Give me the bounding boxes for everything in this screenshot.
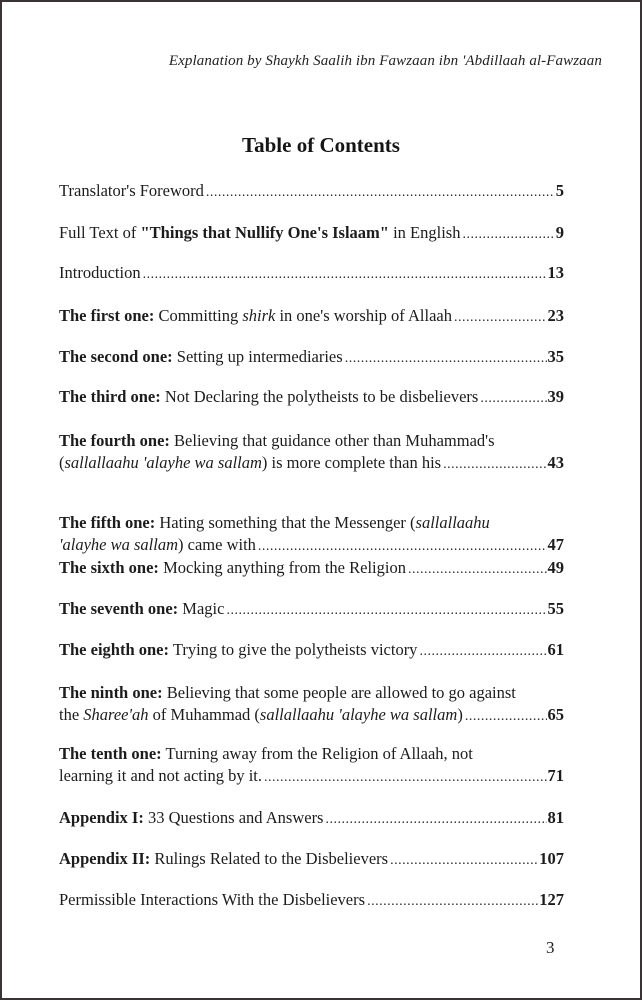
toc-entry-introduction[interactable] (59, 262, 564, 286)
dot-leader (143, 264, 547, 286)
entry-title (59, 222, 460, 244)
entry-title-suffix: ) is more complete than his (261, 453, 442, 472)
entry-title-line-1 (59, 682, 516, 704)
page-title: Table of Contents (242, 133, 400, 157)
entry-label: The ninth one: (59, 683, 163, 702)
toc-entry-second-one[interactable] (59, 346, 564, 370)
entry-title-line-2 (59, 534, 256, 556)
page-number: 47 (547, 535, 564, 554)
entry-label: Appendix I: (59, 808, 144, 827)
entry-title-middle: of Muhammad ( (148, 705, 260, 724)
dot-leader (419, 641, 546, 663)
entry-label: The fourth one: (59, 431, 170, 450)
toc-entry-eighth-one[interactable] (59, 639, 564, 663)
page-number: 39 (547, 387, 564, 406)
entry-title-italic: 'alayhe wa sallam (59, 535, 179, 554)
entry-title-line-1 (59, 743, 473, 765)
page-number: 61 (547, 640, 564, 659)
page-number: 107 (539, 849, 564, 868)
entry-title-italic: sallallaahu (415, 513, 490, 532)
entry-title-line-2 (59, 704, 463, 726)
page-number: 5 (555, 181, 564, 200)
toc-entry-permissible-interactions[interactable] (59, 889, 564, 913)
page-number: 127 (539, 890, 564, 909)
dot-leader (258, 536, 547, 558)
entry-label: Appendix II: (59, 849, 151, 868)
entry-title-suffix: in one's worship of Allaah (275, 306, 453, 325)
entry-title-line-2: learning it and not acting by it. (59, 766, 262, 785)
dot-leader (465, 706, 547, 728)
entry-title-prefix: ( (59, 453, 65, 472)
running-head: Explanation by Shaykh Saalih ibn Fawzaan ibn 'Abdillaah al-Fawzaan (168, 53, 602, 69)
dot-leader (206, 182, 555, 204)
entry-label: The tenth one: (59, 744, 162, 763)
entry-title (59, 305, 452, 327)
dot-leader (480, 388, 546, 410)
page-number: 35 (547, 347, 564, 366)
entry-title: Translator's Foreword (59, 181, 204, 200)
entry-title (59, 639, 417, 661)
entry-label: The seventh one: (59, 599, 179, 618)
entry-title-line-1 (59, 430, 495, 452)
entry-label: The sixth one: (59, 558, 159, 577)
entry-title-text: Magic (178, 599, 225, 618)
entry-label: The eighth one: (59, 640, 170, 659)
toc-entry-appendix-2[interactable] (59, 848, 564, 872)
toc-entry-appendix-1[interactable] (59, 807, 564, 831)
entry-title: Introduction (59, 263, 141, 282)
entry-title-prefix: the (59, 705, 84, 724)
entry-title-line-2 (59, 452, 441, 474)
entry-title-prefix: Committing (154, 306, 243, 325)
entry-label: The third one: (59, 387, 161, 406)
page-number: 65 (547, 705, 564, 724)
toc-entry-third-one[interactable] (59, 386, 564, 410)
entry-title (59, 386, 478, 408)
entry-title-line-1 (59, 512, 490, 534)
page-number: 9 (555, 223, 564, 242)
page-number: 43 (547, 453, 564, 472)
entry-label: The second one: (59, 347, 173, 366)
entry-title-italic: sallallaahu 'alayhe wa sallam (64, 453, 262, 472)
entry-title-text: Believing that guidance other than Muhammad's (169, 431, 495, 450)
entry-title (59, 598, 224, 620)
entry-title (59, 557, 406, 579)
entry-title-text: Rulings Related to the Disbelievers (150, 849, 389, 868)
dot-leader (462, 224, 554, 246)
dot-leader (454, 307, 546, 329)
entry-title-italic: sallallaahu 'alayhe wa sallam (259, 705, 458, 724)
dot-leader (408, 559, 547, 581)
toc-entry-ninth-one[interactable] (59, 682, 564, 728)
toc-entry-fifth-one[interactable] (59, 512, 564, 558)
entry-title-prefix: Full Text of (59, 223, 141, 242)
dot-leader (226, 600, 546, 622)
entry-title (59, 346, 343, 368)
entry-title-text: Setting up intermediaries (172, 347, 343, 366)
toc-entry-sixth-one[interactable] (59, 557, 564, 581)
entry-title-italic: shirk (242, 306, 276, 325)
page-number: 23 (547, 306, 564, 325)
toc-entry-seventh-one[interactable] (59, 598, 564, 622)
entry-title (59, 807, 323, 829)
entry-title-text: Mocking anything from the Religion (158, 558, 406, 577)
page-folio-number: 3 (546, 938, 555, 957)
entry-title-text: Believing that some people are allowed to go against (162, 683, 516, 702)
entry-title (59, 848, 388, 870)
dot-leader (345, 348, 547, 370)
page-number: 13 (547, 263, 564, 282)
entry-label: The fifth one: (59, 513, 156, 532)
entry-label: The first one: (59, 306, 155, 325)
page-number: 71 (547, 766, 564, 785)
entry-title-text: 33 Questions and Answers (143, 808, 324, 827)
dot-leader (367, 891, 538, 913)
toc-entry-tenth-one[interactable] (59, 743, 564, 789)
toc-entry-full-text[interactable] (59, 222, 564, 246)
entry-title-prefix: Hating something that the Messenger ( (155, 513, 416, 532)
entry-title-text: Trying to give the polytheists victory (169, 640, 418, 659)
dot-leader (264, 767, 547, 789)
page-number: 81 (547, 808, 564, 827)
toc-entry-fourth-one[interactable] (59, 430, 564, 476)
entry-title-text: Turning away from the Religion of Allaah, not (161, 744, 473, 763)
toc-entry-translators-foreword[interactable] (59, 180, 564, 204)
dot-leader (390, 850, 538, 872)
entry-title-suffix: in English (388, 223, 461, 242)
dot-leader (443, 454, 546, 476)
page-number: 49 (547, 558, 564, 577)
page-number: 55 (547, 599, 564, 618)
toc-entry-first-one[interactable] (59, 305, 564, 329)
entry-title: Permissible Interactions With the Disbelievers (59, 890, 366, 909)
entry-title-bold: "Things that Nullify One's Islaam" (140, 223, 389, 242)
dot-leader (325, 809, 546, 831)
entry-title-italic: Sharee'ah (83, 705, 149, 724)
entry-title-suffix: ) came with (178, 535, 256, 554)
entry-title-suffix: ) (457, 705, 463, 724)
entry-title-text: Not Declaring the polytheists to be disbelievers (160, 387, 479, 406)
